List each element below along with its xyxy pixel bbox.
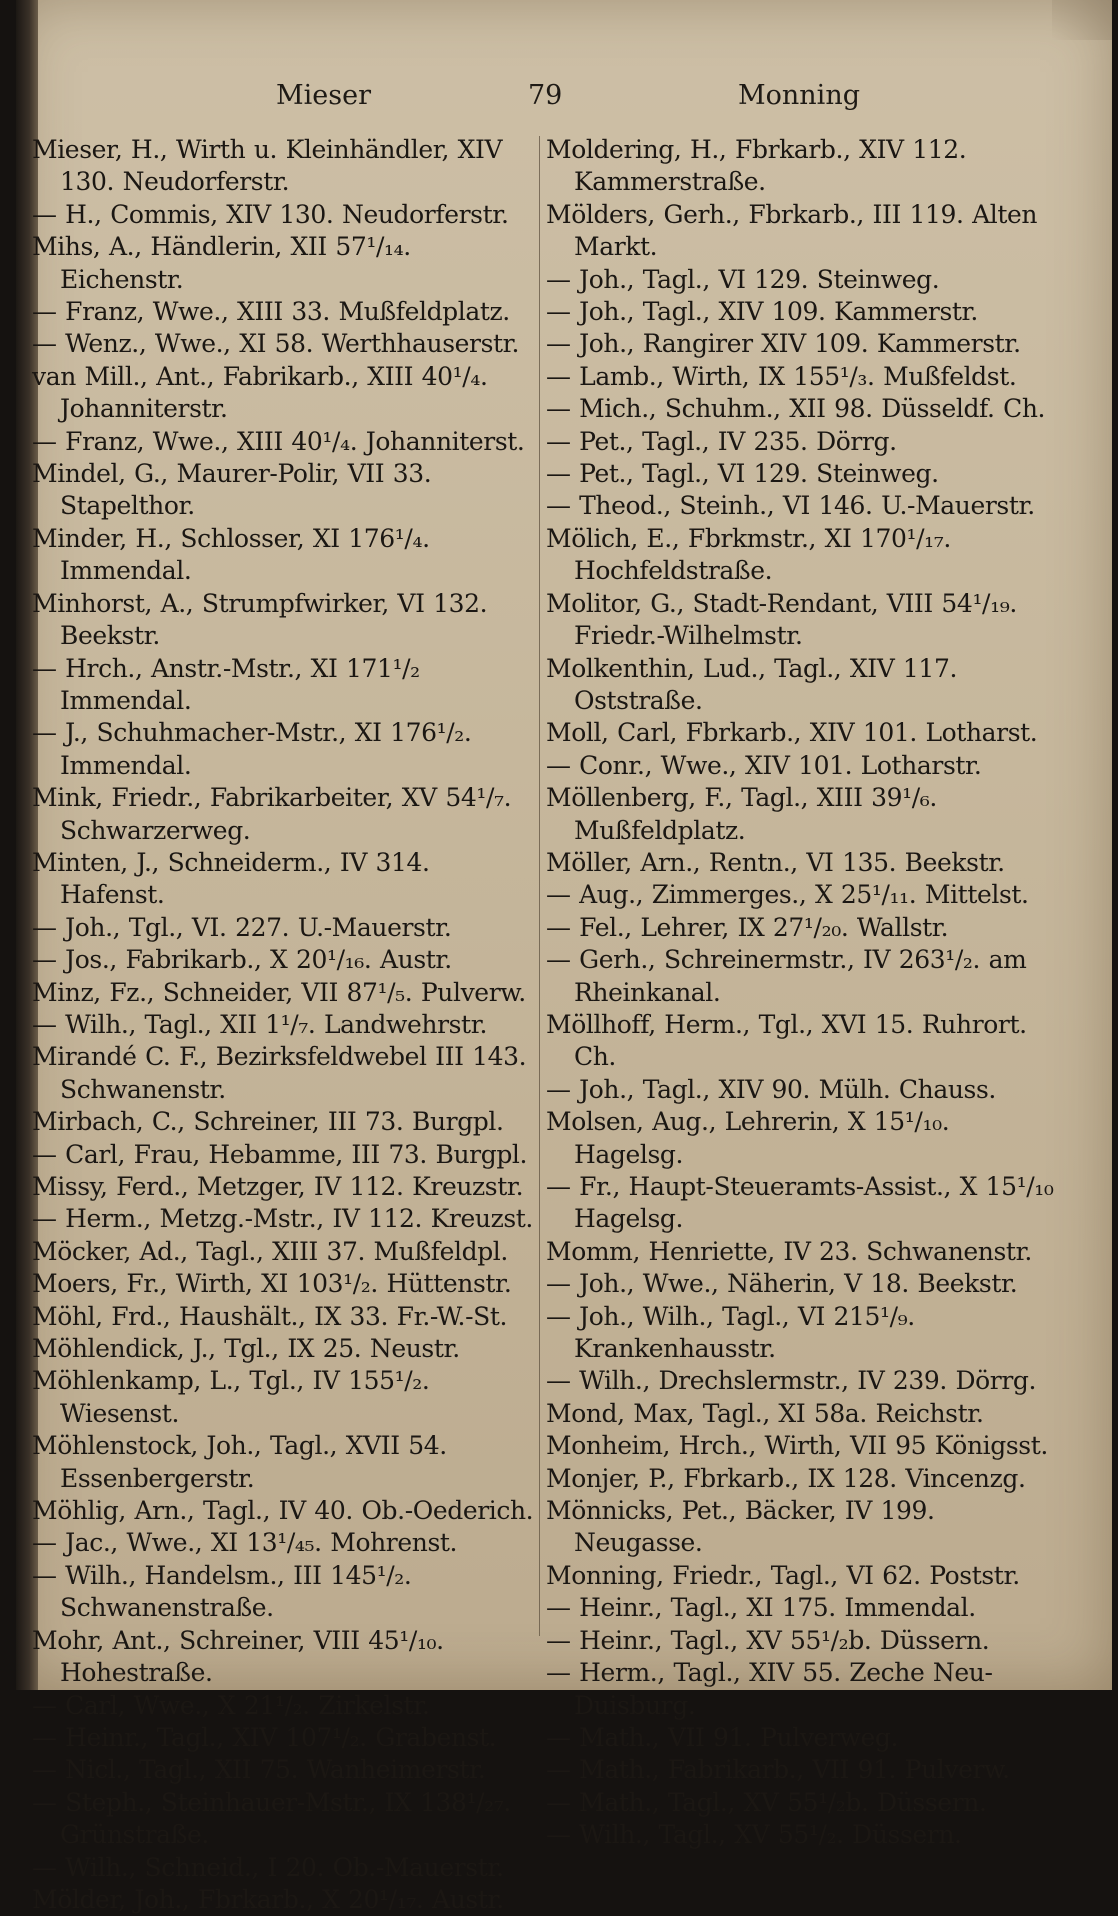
directory-entry: Möllenberg, F., Tagl., XIII 39¹/₆. Mußfeldplatz. bbox=[546, 783, 937, 845]
directory-entry: Mirandé C. F., Bezirksfeldwebel III 143. Schwanenstr. bbox=[32, 1042, 527, 1104]
directory-entry: Moers, Fr., Wirth, XI 103¹/₂. Hüttenstr. bbox=[32, 1269, 512, 1299]
directory-entry: — Nicl., Tagl., XII 75. Wanheimerstr. bbox=[32, 1755, 486, 1785]
column-divider bbox=[539, 136, 540, 1636]
running-head-right: Monning bbox=[738, 80, 860, 111]
directory-entry: — Wilh., Tagl., XII 1¹/₇. Landwehrstr. bbox=[32, 1009, 488, 1039]
directory-entry: — Math., Tagl., XV 55¹/₂b. Düssern. bbox=[546, 1787, 987, 1817]
directory-entry: — Herm., Tagl., XIV 55. Zeche Neu-Duisburg. bbox=[546, 1658, 993, 1720]
directory-entry: — Mich., Schuhm., XII 98. Düsseldf. Ch. bbox=[546, 394, 1046, 424]
directory-entry: — Carl, Wwe., X 21¹/₂. Zirkelstr. bbox=[32, 1690, 430, 1720]
directory-entry: — Joh., Tagl., XIV 109. Kammerstr. bbox=[546, 297, 978, 327]
directory-entry: — Fr., Haupt-Steueramts-Assist., X 15¹/₁₀ Hagelsg. bbox=[546, 1172, 1054, 1234]
directory-entry: — Jos., Fabrikarb., X 20¹/₁₆. Austr. bbox=[32, 945, 452, 975]
directory-entry: — Joh., Rangirer XIV 109. Kammerstr. bbox=[546, 329, 1021, 359]
directory-entry: — Fel., Lehrer, IX 27¹/₂₀. Wallstr. bbox=[546, 912, 949, 942]
directory-entry: Missy, Ferd., Metzger, IV 112. Kreuzstr. bbox=[32, 1172, 524, 1201]
directory-entry: Möcker, Ad., Tagl., XIII 37. Mußfeldpl. bbox=[32, 1236, 508, 1266]
directory-entry: Monning, Friedr., Tagl., VI 62. Poststr. bbox=[546, 1560, 1020, 1590]
directory-entry: Molitor, G., Stadt-Rendant, VIII 54¹/₁₉. Friedr.-Wilhelmstr. bbox=[546, 588, 1017, 651]
directory-entry: — Joh., Wilh., Tagl., VI 215¹/₉. Krankenhausstr. bbox=[546, 1301, 915, 1364]
directory-entry: — J., Schuhmacher-Mstr., XI 176¹/₂. Immendal. bbox=[32, 718, 472, 780]
directory-entry: Mohr, Ant., Schreiner, VIII 45¹/₁₀. Hohestraße. bbox=[32, 1625, 444, 1688]
running-head-left: Mieser bbox=[276, 80, 372, 111]
directory-entry: — Jac., Wwe., XI 13¹/₄₅. Mohrenst. bbox=[32, 1528, 458, 1558]
directory-entry: — Franz, Wwe., XIII 40¹/₄. Johanniterst. bbox=[32, 426, 525, 456]
directory-entry: Mieser, H., Wirth u. Kleinhändler, XIV 130. Neudorferstr. bbox=[32, 135, 503, 197]
directory-entry: Möhlig, Arn., Tagl., IV 40. Ob.-Oederich. bbox=[32, 1496, 534, 1526]
directory-entry: — Wilh., Drechslermstr., IV 239. Dörrg. bbox=[546, 1366, 1037, 1396]
directory-entry: — Pet., Tagl., IV 235. Dörrg. bbox=[546, 426, 897, 456]
directory-entry: Mölich, E., Fbrkmstr., XI 170¹/₁₇. Hochfeldstraße. bbox=[546, 523, 951, 586]
directory-entry: — Wilh., Schneid., I 20. Ob.-Mauerstr. bbox=[32, 1852, 504, 1882]
directory-entry: Mölder, Joh., Fbrkarb., X 20¹/₁₇. Austr. bbox=[32, 1884, 504, 1914]
directory-entry: — Math., VII 91. Pulverweg. bbox=[546, 1722, 899, 1752]
right-column bbox=[546, 134, 1056, 1850]
directory-entry: — Franz, Wwe., XIII 33. Mußfeldplatz. bbox=[32, 297, 510, 327]
directory-entry: Momm, Henriette, IV 23. Schwanenstr. bbox=[546, 1236, 1032, 1266]
directory-entry: Monheim, Hrch., Wirth, VII 95 Königsst. bbox=[546, 1431, 1048, 1461]
directory-entry: — Theod., Steinh., VI 146. U.-Mauerstr. bbox=[546, 491, 1035, 521]
directory-entry: — Heinr., Tagl., XV 55¹/₂b. Düssern. bbox=[546, 1625, 990, 1655]
page-number: 79 bbox=[528, 80, 563, 111]
directory-entry: Moldering, H., Fbrkarb., XIV 112. Kammerstraße. bbox=[546, 135, 967, 197]
directory-entry: — Joh., Tgl., VI. 227. U.-Mauerstr. bbox=[32, 912, 452, 942]
directory-entry: Minhorst, A., Strumpfwirker, VI 132. Beekstr. bbox=[32, 588, 488, 651]
directory-entry: — Herm., Metzg.-Mstr., IV 112. Kreuzst. bbox=[32, 1204, 533, 1234]
directory-entry: — Gerh., Schreinermstr., IV 263¹/₂. am Rheinkanal. bbox=[546, 945, 1027, 1007]
directory-entry: van Mill., Ant., Fabrikarb., XIII 40¹/₄. Johanniterstr. bbox=[32, 361, 488, 424]
directory-entry: Mink, Friedr., Fabrikarbeiter, XV 54¹/₇. Schwarzerweg. bbox=[32, 783, 512, 845]
directory-entry: — Joh., Tagl., XIV 90. Mülh. Chauss. bbox=[546, 1074, 996, 1104]
directory-entry: Mirbach, C., Schreiner, III 73. Burgpl. bbox=[32, 1107, 504, 1137]
directory-entry: Möhlenstock, Joh., Tagl., XVII 54. Essenbergerstr. bbox=[32, 1431, 447, 1493]
directory-entry: — Carl, Frau, Hebamme, III 73. Burgpl. bbox=[32, 1139, 528, 1169]
directory-entry: Minder, H., Schlosser, XI 176¹/₄. Immendal. bbox=[32, 523, 430, 586]
directory-page bbox=[16, 0, 1112, 1914]
directory-entry: — Math., Fabrikarb., VII 91. Pulverw. bbox=[546, 1755, 1010, 1785]
directory-entry: Mönnicks, Pet., Bäcker, IV 199. Neugasse. bbox=[546, 1496, 935, 1558]
directory-entry: Moll, Carl, Fbrkarb., XIV 101. Lotharst. bbox=[546, 718, 1038, 748]
directory-entry: Mihs, A., Händlerin, XII 57¹/₁₄. Eichenstr. bbox=[32, 232, 411, 294]
directory-entry: Mindel, G., Maurer-Polir, VII 33. Stapelthor. bbox=[32, 459, 432, 521]
directory-entry: — Wilh., Handelsm., III 145¹/₂. Schwanenstraße. bbox=[32, 1560, 412, 1623]
directory-entry: Mond, Max, Tagl., XI 58a. Reichstr. bbox=[546, 1398, 984, 1428]
directory-entry: — Hrch., Anstr.-Mstr., XI 171¹/₂ Immendal. bbox=[32, 653, 420, 715]
page-corner-shade bbox=[1052, 0, 1112, 40]
directory-entry: — Steph., Steinhauer-Mstr., IX 138¹/₂₇. Grünstraße. bbox=[32, 1787, 511, 1850]
directory-entry: — Heinr., Tagl., XI 175. Immendal. bbox=[546, 1593, 976, 1623]
directory-entry: Mölders, Gerh., Fbrkarb., III 119. Alten Markt. bbox=[546, 199, 1038, 262]
directory-entry: — Aug., Zimmerges., X 25¹/₁₁. Mittelst. bbox=[546, 880, 1029, 910]
directory-entry: — Wenz., Wwe., XI 58. Werthhauserstr. bbox=[32, 329, 520, 359]
page-header bbox=[16, 72, 1112, 116]
directory-entry: Möhlendick, J., Tgl., IX 25. Neustr. bbox=[32, 1334, 460, 1364]
directory-entry: Möhl, Frd., Haushält., IX 33. Fr.-W.-St. bbox=[32, 1301, 508, 1331]
directory-entry: Molsen, Aug., Lehrerin, X 15¹/₁₀. Hagelsg. bbox=[546, 1107, 950, 1169]
directory-entry: Molkenthin, Lud., Tagl., XIV 117. Oststraße. bbox=[546, 653, 957, 715]
directory-entry: — H., Commis, XIV 130. Neudorferstr. bbox=[32, 199, 509, 229]
directory-entry: — Lamb., Wirth, IX 155¹/₃. Mußfeldst. bbox=[546, 361, 1017, 391]
directory-entry: Minten, J., Schneiderm., IV 314. Hafenst. bbox=[32, 847, 430, 910]
directory-entry: — Conr., Wwe., XIV 101. Lotharstr. bbox=[546, 750, 982, 780]
directory-entry: Möller, Arn., Rentn., VI 135. Beekstr. bbox=[546, 847, 1005, 877]
directory-entry: — Pet., Tagl., VI 129. Steinweg. bbox=[546, 459, 939, 489]
directory-entry: Möhlenkamp, L., Tgl., IV 155¹/₂. Wiesenst. bbox=[32, 1366, 430, 1428]
directory-entry: Möllhoff, Herm., Tgl., XVI 15. Ruhrort. Ch. bbox=[546, 1009, 1027, 1072]
directory-entry: — Heinr., Tagl., XIV 107¹/₂. Grabenst. bbox=[32, 1722, 497, 1752]
directory-entry: Monjer, P., Fbrkarb., IX 128. Vincenzg. bbox=[546, 1463, 1026, 1493]
directory-entry: Minz, Fz., Schneider, VII 87¹/₅. Pulverw. bbox=[32, 977, 526, 1007]
directory-entry: — Joh., Tagl., VI 129. Steinweg. bbox=[546, 264, 940, 294]
directory-entry: — Joh., Wwe., Näherin, V 18. Beekstr. bbox=[546, 1269, 1018, 1299]
directory-entry: — Wilh., Tagl., XV 55¹/₂. Düssern. bbox=[546, 1820, 962, 1850]
left-column bbox=[32, 134, 538, 1914]
